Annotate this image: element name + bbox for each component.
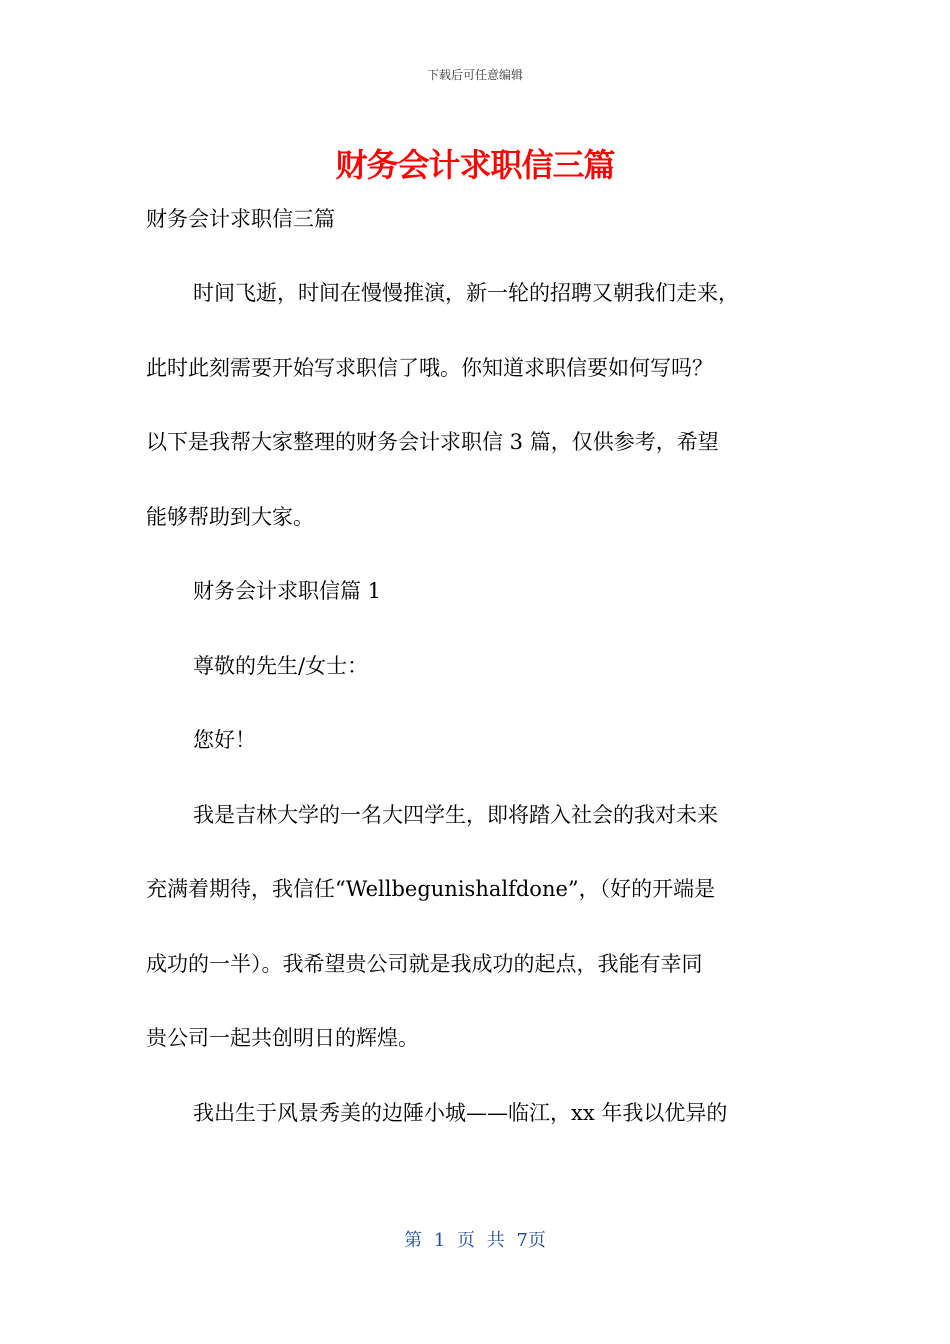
paragraph-line: 我出生于风景秀美的边陲小城——临江，xx 年我以优异的 [193, 1100, 728, 1125]
paragraph-line: 充满着期待，我信任“Wellbegunishalfdone”，（好的开端是 [146, 877, 716, 901]
subtitle-line: 财务会计求职信三篇 [146, 207, 335, 231]
document-body [146, 204, 806, 1172]
paragraph-line: 贵公司一起共创明日的辉煌。 [146, 1026, 419, 1050]
paragraph-line: 此时此刻需要开始写求职信了哦。你知道求职信要如何写吗？ [146, 355, 713, 380]
paragraph-line: 能够帮助到大家。 [146, 504, 314, 529]
paragraph-line: 以下是我帮大家整理的财务会计求职信 3 篇，仅供参考，希望 [146, 430, 719, 454]
paragraph-line: 时间飞逝，时间在慢慢推演，新一轮的招聘又朝我们走来， [193, 281, 739, 305]
header-note: 下载后可任意编辑 [426, 68, 523, 82]
paragraph-line: 我是吉林大学的一名大四学生，即将踏入社会的我对未来 [193, 802, 718, 827]
greeting-line: 您好！ [193, 728, 256, 752]
page-number-footer: 第 1 页 共 7页 [404, 1230, 546, 1251]
document-title: 财务会计求职信三篇 [335, 146, 615, 184]
paragraph-line: 成功的一半）。我希望贵公司就是我成功的起点，我能有幸同 [146, 951, 703, 976]
salutation-line: 尊敬的先生/女士： [193, 653, 369, 678]
section-heading: 财务会计求职信篇 1 [193, 579, 382, 603]
